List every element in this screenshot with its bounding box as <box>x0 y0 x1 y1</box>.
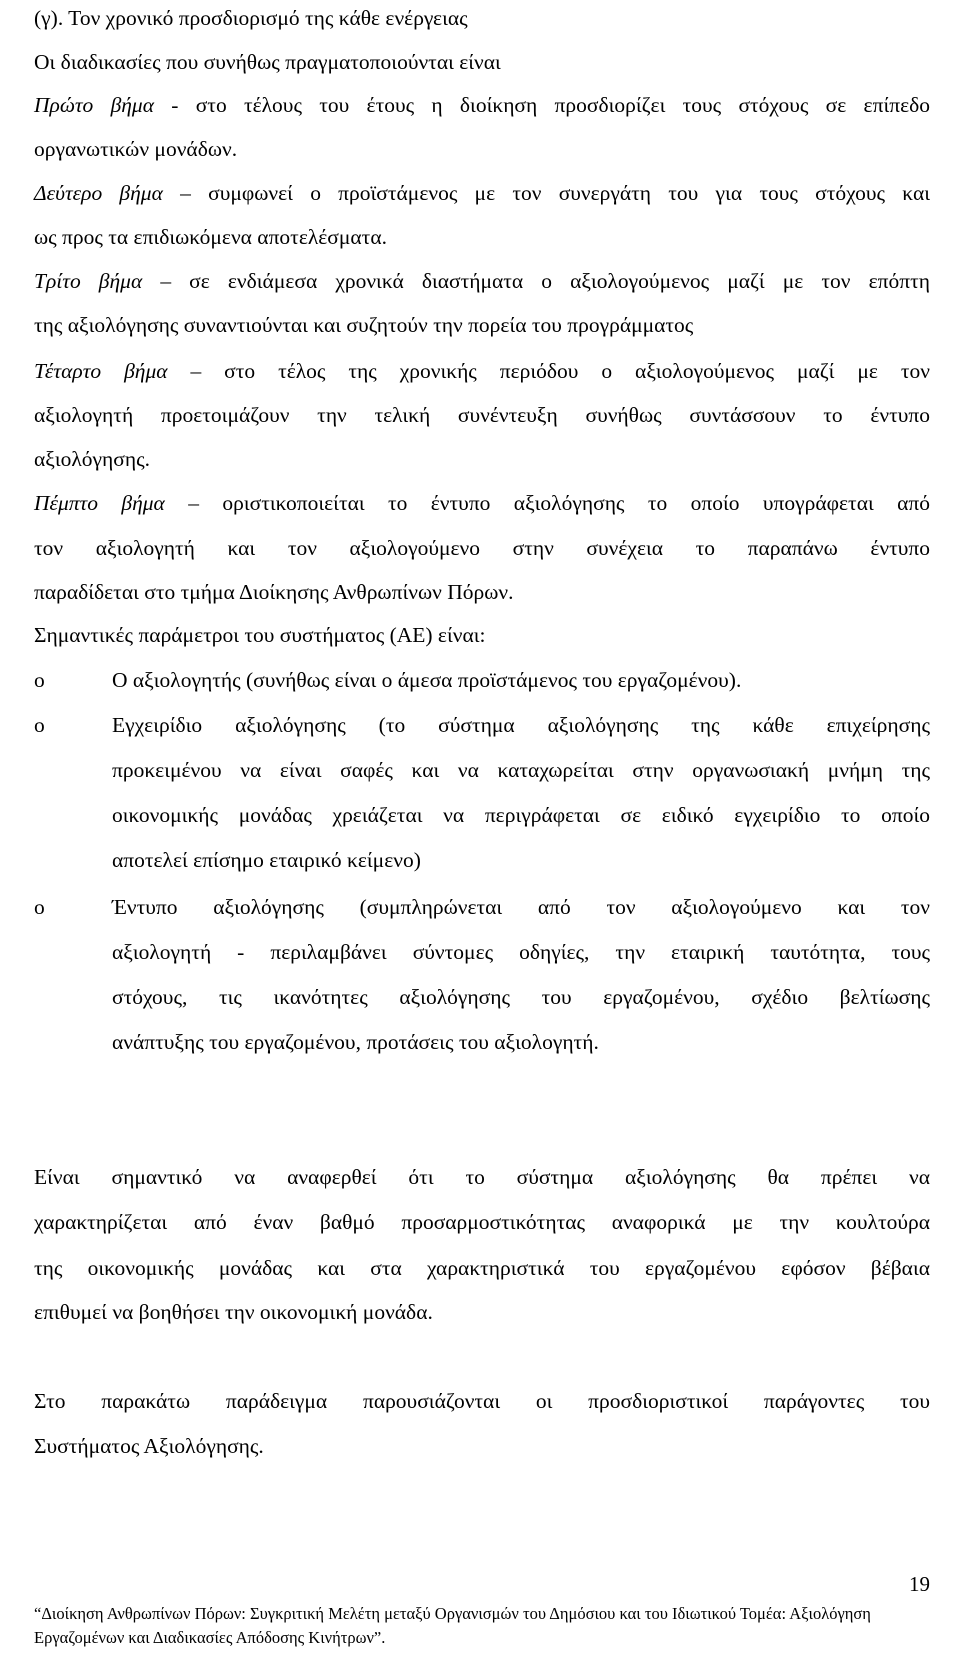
bullet-1-line: Ο αξιολογητής (συνήθως είναι ο άμεσα προϊστάμενος του εργαζομένου). <box>112 668 742 692</box>
section-heading: (γ). Τον χρονικό προσδιορισμό της κάθε ενέργειας <box>34 6 468 30</box>
step4-label: Τέταρτο βήμα <box>34 359 168 383</box>
paragraph1-line: Είναι σημαντικό να αναφερθεί ότι το σύστημα αξιολόγησης θα πρέπει να <box>34 1165 930 1189</box>
step5-line2: τον αξιολογητή και τον αξιολογούμενο στην συνέχεια το παραπάνω έντυπο <box>34 536 930 560</box>
footer-line2: Εργαζομένων και Διαδικασίες Απόδοσης Κινήτρων”. <box>34 1628 386 1647</box>
bullet-marker: o <box>34 895 45 919</box>
step1-text: - στο τέλους του έτους η διοίκηση προσδιορίζει τους στόχους σε επίπεδο <box>154 93 930 117</box>
bullet-3-line: Έντυπο αξιολόγησης (συμπληρώνεται από τον αξιολογούμενο και τον <box>112 895 930 919</box>
step5-line1 <box>34 491 930 515</box>
step5-line3: παραδίδεται στο τμήμα Διοίκησης Ανθρωπίνων Πόρων. <box>34 580 514 604</box>
step4-text: – στο τέλος της χρονικής περιόδου ο αξιολογούμενος μαζί με τον <box>167 359 930 383</box>
page-number: 19 <box>909 1572 930 1596</box>
paragraph1-line: επιθυμεί να βοηθήσει την οικονομική μονάδα. <box>34 1300 433 1324</box>
paragraph2-line: Συστήματος Αξιολόγησης. <box>34 1434 264 1458</box>
bullet-2-line: Εγχειρίδιο αξιολόγησης (το σύστημα αξιολόγησης της κάθε επιχείρησης <box>112 713 930 737</box>
bullet-2-line: αποτελεί επίσημο εταιρικό κείμενο) <box>112 848 421 872</box>
step3-label: Τρίτο βήμα <box>34 269 143 293</box>
step1-label: Πρώτο βήμα <box>34 93 155 117</box>
bullet-2-line: οικονομικής μονάδας χρειάζεται να περιγράφεται σε ειδικό εγχειρίδιο το οποίο <box>112 803 930 827</box>
footer-line1: “Διοίκηση Ανθρωπίνων Πόρων: Συγκριτική Μελέτη μεταξύ Οργανισμών του Δημόσιου και του Ιδιωτικού Τομέα: Αξιολόγηση <box>34 1604 871 1623</box>
step4-line3: αξιολόγησης. <box>34 447 151 471</box>
params-heading: Σημαντικές παράμετροι του συστήματος (ΑΕ) είναι: <box>34 623 486 647</box>
bullet-marker: o <box>34 668 45 692</box>
bullet-2-line: προκειμένου να είναι σαφές και να καταχωρείται στην οργανωσιακή μνήμη της <box>112 758 930 782</box>
paragraph2-line: Στο παρακάτω παράδειγμα παρουσιάζονται οι προσδιοριστικοί παράγοντες του <box>34 1389 930 1413</box>
step3-line2: της αξιολόγησης συναντιούνται και συζητούν την πορεία του προγράμματος <box>34 313 694 337</box>
step1-line2: οργανωτικών μονάδων. <box>34 137 238 161</box>
bullet-marker: o <box>34 713 45 737</box>
step5-text: – οριστικοποιείται το έντυπο αξιολόγησης το οποίο υπογράφεται από <box>164 491 930 515</box>
paragraph1-line: της οικονομικής μονάδας και στα χαρακτηριστικά του εργαζομένου εφόσον βέβαια <box>34 1256 930 1280</box>
step3-line1 <box>34 269 930 293</box>
step2-line2: ως προς τα επιδιωκόμενα αποτελέσματα. <box>34 225 387 249</box>
step2-label: Δεύτερο βήμα <box>34 181 163 205</box>
bullet-3-line: αξιολογητή - περιλαμβάνει σύντομες οδηγίες, την εταιρική ταυτότητα, τους <box>112 940 930 964</box>
step4-line2: αξιολογητή προετοιμάζουν την τελική συνέντευξη συνήθως συντάσσουν το έντυπο <box>34 403 930 427</box>
step4-line1 <box>34 359 930 383</box>
step2-text: – συμφωνεί ο προϊστάμενος με τον συνεργάτη του για τους στόχους και <box>162 181 930 205</box>
paragraph1-line: χαρακτηρίζεται από έναν βαθμό προσαρμοστικότητας αναφορικά με την κουλτούρα <box>34 1210 930 1234</box>
step1-line1 <box>34 93 930 117</box>
intro-text: Οι διαδικασίες που συνήθως πραγματοποιούνται είναι <box>34 50 501 74</box>
step5-label: Πέμπτο βήμα <box>34 491 165 515</box>
step2-line1 <box>34 181 930 205</box>
step3-text: – σε ενδιάμεσα χρονικά διαστήματα ο αξιολογούμενος μαζί με τον επόπτη <box>142 269 930 293</box>
bullet-3-line: στόχους, τις ικανότητες αξιολόγησης του εργαζομένου, σχέδιο βελτίωσης <box>112 985 930 1009</box>
bullet-3-line: ανάπτυξης του εργαζομένου, προτάσεις του αξιολογητή. <box>112 1030 599 1054</box>
